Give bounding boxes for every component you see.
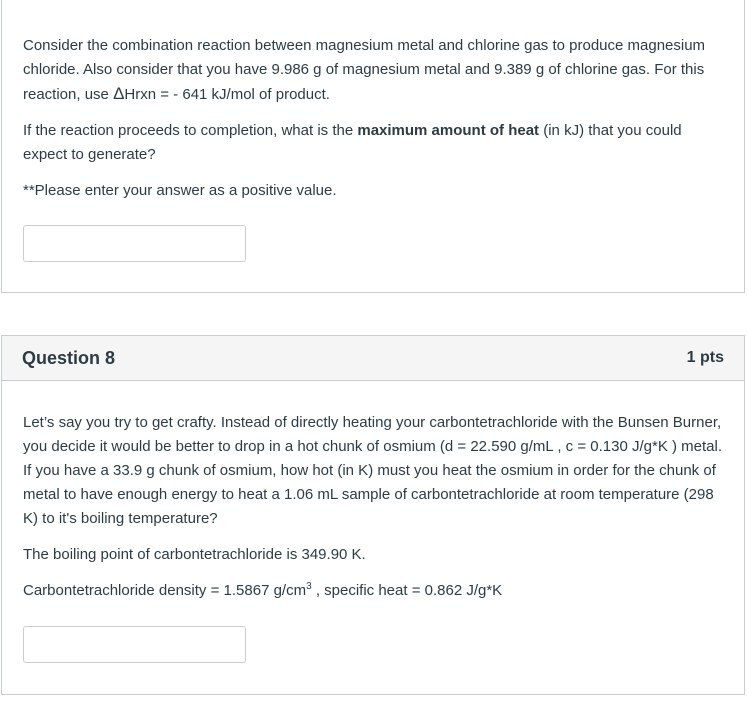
question-8-paragraph-3 [23,579,724,603]
question-7-text-1a: Consider the combination reaction between magnesium metal and chlorine gas to produce magnesium chloride. Also consider that you have 9.986 g of magnesium metal and 9.389 g of chlorine gas. For this reaction, use [23,37,706,103]
question-8-text-3a: Carbontetrachloride density = 1.5867 g/cm [23,582,307,599]
delta-symbol: Δ [113,84,125,103]
question-8-title: Question 8 [22,347,116,368]
question-7-card [1,0,745,293]
question-7-paragraph-3: **Please enter your answer as a positive value. [23,182,337,199]
question-7-text-2a: If the reaction proceeds to completion, what is the [23,122,358,139]
question-7-text-2b: (in kJ) that you could expect to generate? [23,122,682,163]
superscript-3: 3 [306,581,312,592]
question-7-bold-phrase: maximum amount of heat [357,122,540,139]
question-7-paragraph-2 [23,119,724,167]
question-7-text-1b: Hrxn = - 641 kJ/mol of product. [124,86,330,103]
question-7-answer-input[interactable] [23,225,246,262]
question-7-body [23,34,724,203]
question-8-paragraph-1: Let’s say you try to get crafty. Instead of directly heating your carbontetrachloride with the Bunsen Burner, you decide it would be better to drop in a hot chunk of osmium (d = 22.590 g/mL , c = 0.130 J/g*K ) metal. If you have a 33.9 g chunk of osmium, how hot (in K) must you heat the osmium in order for the chunk of metal to have enough energy to heat a 1.06 mL sample of carbontetrachloride at room temperature (298 K) to it's boiling temperature? [23,414,723,527]
question-8-card [1,335,745,695]
question-8-points: 1 pts [686,349,724,366]
question-8-text-3b: , specific heat = 0.862 J/g*K [311,582,503,599]
question-8-header [2,336,744,381]
question-8-body [23,411,724,603]
question-8-answer-input[interactable] [23,626,246,663]
question-7-paragraph-1 [23,34,724,107]
question-8-paragraph-2: The boiling point of carbontetrachloride is 349.90 K. [23,546,366,563]
